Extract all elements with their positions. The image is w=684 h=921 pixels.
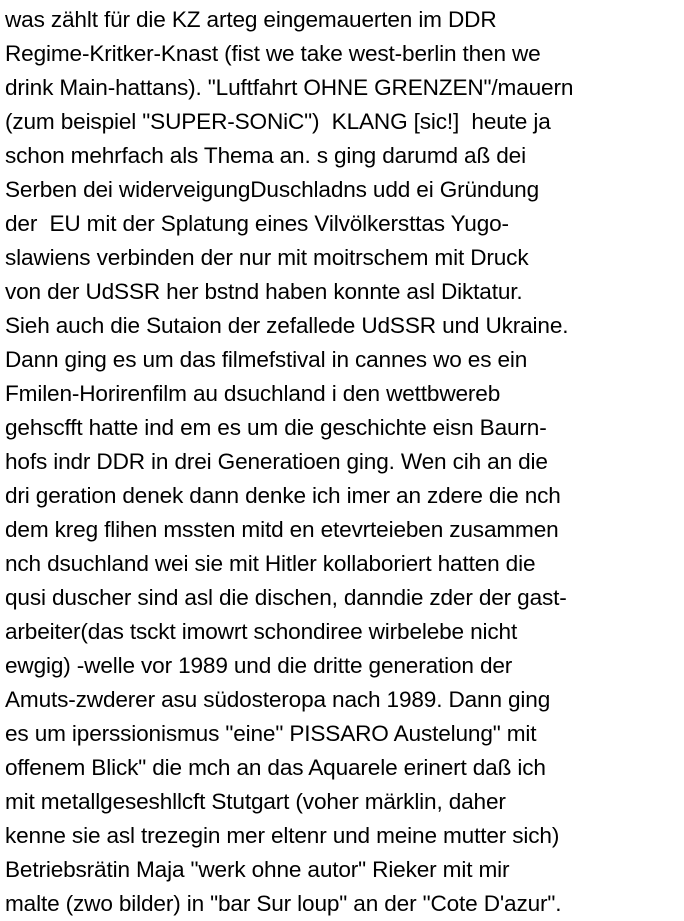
text-line: mit metallgeseshllcft Stutgart (voher märklin, daher (5, 789, 506, 814)
text-line: Dann ging es um das filmefstival in cannes wo es ein (5, 347, 528, 372)
text-line: Amuts-zwderer asu südosteropa nach 1989. Dann ging (5, 687, 551, 712)
text-line: Serben dei widerveigungDuschladns udd ei Gründung (5, 177, 540, 202)
text-line: drink Main-hattans). "Luftfahrt OHNE GRENZEN"/mauern (5, 75, 574, 100)
text-line: slawiens verbinden der nur mit moitrschem mit Druck (5, 245, 529, 270)
text-line: hofs indr DDR in drei Generatioen ging. Wen cih an die (5, 449, 548, 474)
text-line: was zählt für die KZ arteg eingemauerten im DDR (5, 7, 497, 32)
text-paragraph (5, 3, 684, 921)
text-line: der EU mit der Splatung eines Vilvölkersttas Yugo- (5, 211, 509, 236)
text-line: Betriebsrätin Maja "werk ohne autor" Rieker mit mir (5, 857, 510, 882)
text-line: arbeiter(das tsckt imowrt schondiree wirbelebe nicht (5, 619, 518, 644)
text-line: von der UdSSR her bstnd haben konnte asl Diktatur. (5, 279, 523, 304)
text-line: Sieh auch die Sutaion der zefallede UdSSR und Ukraine. (5, 313, 569, 338)
text-line: nch dsuchland wei sie mit Hitler kollaboriert hatten die (5, 551, 536, 576)
text-line: Fmilen-Horirenfilm au dsuchland i den wettbwereb (5, 381, 501, 406)
text-line: schon mehrfach als Thema an. s ging darumd aß dei (5, 143, 526, 168)
text-line: offenem Blick" die mch an das Aquarele erinert daß ich (5, 755, 546, 780)
text-line: dri geration denek dann denke ich imer an zdere die nch (5, 483, 561, 508)
text-line: (zum beispiel "SUPER-SONiC") KLANG [sic!] heute ja (5, 109, 551, 134)
text-line: Regime-Kritker-Knast (fist we take west-berlin then we (5, 41, 541, 66)
text-line: qusi duscher sind asl die dischen, danndie zder der gast- (5, 585, 567, 610)
text-line: gehscfft hatte ind em es um die geschichte eisn Baurn- (5, 415, 547, 440)
text-line: malte (zwo bilder) in "bar Sur loup" an der "Cote D'azur". (5, 891, 562, 916)
text-line: ewgig) -welle vor 1989 und die dritte generation der (5, 653, 513, 678)
text-line: dem kreg flihen mssten mitd en etevrteieben zusammen (5, 517, 559, 542)
text-line: kenne sie asl trezegin mer eltenr und meine mutter sich) (5, 823, 560, 848)
text-line: es um iperssionismus "eine" PISSARO Austelung" mit (5, 721, 537, 746)
